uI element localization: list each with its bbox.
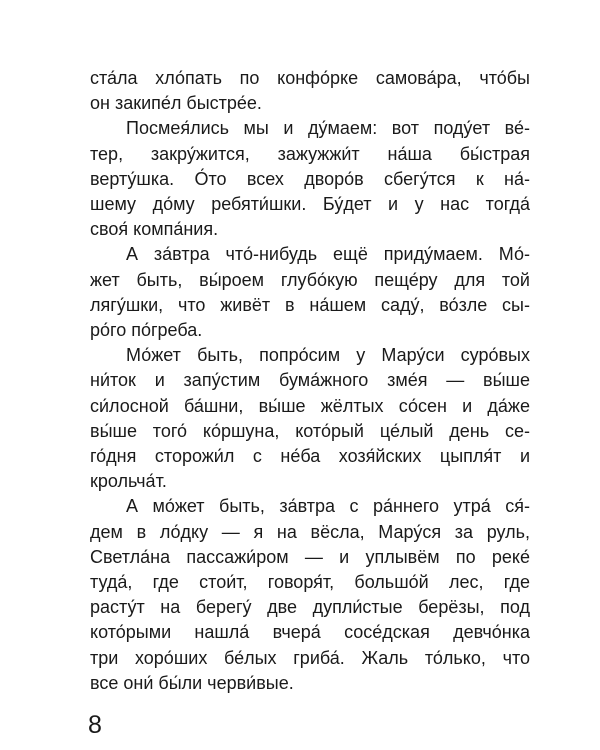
- text-line: кото́рыми нашла́ вчера́ сосе́дская девчо́нка: [90, 622, 530, 643]
- text-line: шему до́му ребяти́шки. Бу́дет и у нас тогда́: [90, 194, 530, 215]
- text-line: ни́ток и запу́стим бума́жного зме́я — вы́ше: [90, 370, 530, 391]
- text-line: Посмея́лись мы и ду́маем: вот поду́ет ве́-: [126, 118, 530, 139]
- paragraph: [90, 343, 530, 494]
- text-line: все они́ бы́ли черви́вые.: [90, 672, 294, 693]
- paragraph: [90, 116, 530, 242]
- text-line: Светла́на пассажи́ром — и уплывём по реке́: [90, 546, 530, 567]
- text-line: А мо́жет быть, за́втра с ра́ннего утра́ ся́-: [126, 496, 530, 517]
- text-line: крольча́т.: [90, 471, 167, 492]
- text-line: своя́ компа́ния.: [90, 219, 219, 240]
- text-line: жет быть, вы́роем глубо́кую пеще́ру для той: [90, 269, 530, 290]
- paragraph: [90, 242, 530, 343]
- paragraph: [90, 66, 530, 116]
- page-text: [90, 66, 530, 696]
- text-line: го́дня сторожи́л с не́ба хозя́йских цыпля́т и: [90, 446, 530, 467]
- page-body: [90, 66, 530, 740]
- text-line: А за́втра что́-нибудь ещё приду́маем. Мо́-: [126, 244, 530, 265]
- text-line: Мо́жет быть, попро́сим у Мару́си суро́вых: [126, 345, 530, 366]
- text-line: туда́, где стои́т, говоря́т, большо́й лес, где: [90, 572, 530, 593]
- page-number: 8: [88, 711, 102, 740]
- text-line: си́лосной ба́шни, вы́ше жёлтых со́сен и да́же: [90, 395, 530, 416]
- text-line: три хоро́ших бе́лых гриба́. Жаль то́лько, что: [90, 647, 530, 668]
- text-line: расту́т на берегу́ две дупли́стые берёзы, под: [90, 597, 530, 618]
- text-line: он закипе́л быстре́е.: [90, 93, 262, 114]
- text-line: верту́шка. О́то всех дворо́в сбегу́тся к на́-: [90, 168, 530, 189]
- text-line: ста́ла хло́пать по конфо́рке самова́ра, что́бы: [90, 68, 530, 88]
- text-line: вы́ше того́ ко́ршуна, кото́рый це́лый день се-: [90, 420, 530, 441]
- text-line: ро́го по́греба.: [90, 320, 203, 341]
- text-line: дем в ло́дку — я на вёсла, Мару́ся за руль,: [90, 521, 530, 542]
- paragraph: [90, 494, 530, 696]
- text-line: лягу́шки, что живёт в на́шем саду́, во́зле сы-: [90, 294, 530, 315]
- text-line: тер, закру́жится, зажужжи́т на́ша бы́страя: [90, 143, 530, 164]
